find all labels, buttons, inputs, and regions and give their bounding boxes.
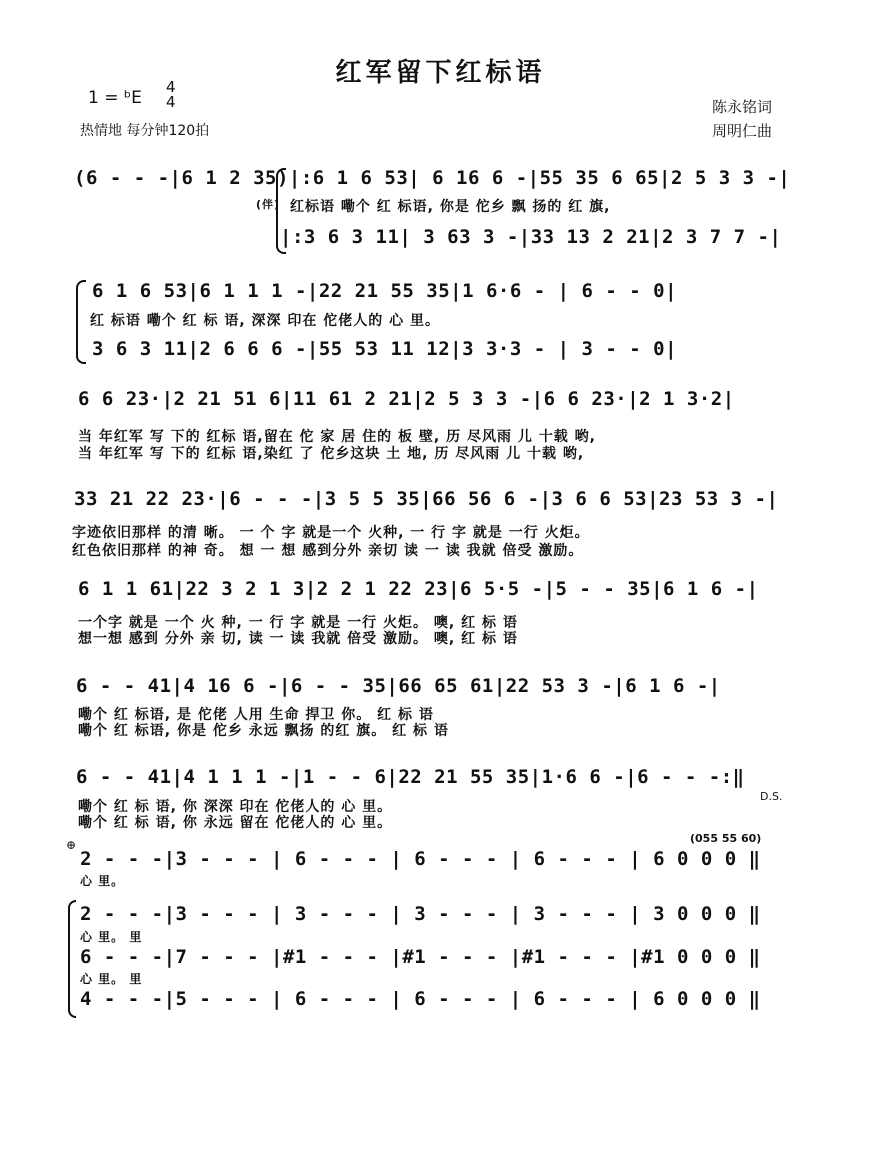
lyrics-line: 红 标语 嘞个 红 标 语, 深深 印在 佗佬人的 心 里。 bbox=[90, 313, 441, 329]
lyrics-line: 当 年红军 写 下的 红标 语,染红 了 佗乡这块 土 地, 历 尽风雨 儿 十载 哟, bbox=[78, 446, 585, 462]
notes-line: 2 - - -|3 - - - | 3 - - - | 3 - - - | 3 - - - | 3 0 0 0 ‖ bbox=[80, 903, 761, 925]
time-signature-top: 4 bbox=[166, 78, 176, 96]
lyrics-line: 红色依旧那样 的神 奇。 想 一 想 感到分外 亲切 读 一 读 我就 倍受 激励。 bbox=[72, 543, 584, 559]
notes-line: 6 - - 41|4 1 1 1 -|1 - - 6|22 21 55 35|1·6 6 -|6 - - -:‖ bbox=[76, 766, 745, 788]
song-title: 红军留下红标语 bbox=[335, 58, 546, 88]
lyrics-line: 字迹依旧那样 的清 晰。 一 个 字 就是一个 火种, 一 行 字 就是 一行 火炬。 bbox=[72, 525, 590, 541]
notes-line: 33 21 22 23·|6 - - -|3 5 5 35|66 56 6 -|3 6 6 53|23 53 3 -| bbox=[74, 488, 779, 510]
time-signature-bottom: 4 bbox=[166, 93, 176, 111]
notes-line: 3 6 3 11|2 6 6 6 -|55 53 11 12|3 3·3 - | 3 - - 0| bbox=[92, 338, 678, 360]
lyrics-line: 嘞个 红 标语, 你是 佗乡 永远 飘扬 的红 旗。 红 标 语 bbox=[78, 723, 449, 739]
notes-line: (6 - - -|6 1 2 35)|:6 1 6 53| 6 16 6 -|55 35 6 65|2 5 3 3 -| bbox=[74, 167, 791, 189]
lyrics-line: 嘞个 红 标 语, 你 深深 印在 佗佬人的 心 里。 bbox=[78, 799, 393, 815]
lyrics-line: 想一想 感到 分外 亲 切, 读 一 读 我就 倍受 激励。 噢, 红 标 语 bbox=[78, 631, 518, 647]
lyrics-line: 心 里。 bbox=[80, 874, 125, 888]
lyrics-line: 心 里。 里 bbox=[80, 930, 143, 944]
staff-brace bbox=[76, 280, 86, 364]
coda-accompaniment-figure: (055 55 60) bbox=[690, 832, 762, 845]
lyricist: 陈永铭词 bbox=[712, 98, 773, 116]
notes-line: 6 - - 41|4 16 6 -|6 - - 35|66 65 61|22 53 3 -|6 1 6 -| bbox=[76, 675, 721, 697]
dal-segno-mark: D.S. bbox=[760, 790, 783, 803]
key-signature: 1 = ᵇE bbox=[88, 88, 142, 108]
lyrics-line: 心 里。 里 bbox=[80, 972, 143, 986]
choir-brace bbox=[68, 900, 76, 1018]
staff-brace bbox=[276, 168, 286, 254]
lyrics-line: 当 年红军 写 下的 红标 语,留在 佗 家 居 住的 板 壁, 历 尽风雨 儿 十载 哟, bbox=[78, 429, 596, 445]
coda-icon: ⊕ bbox=[66, 838, 77, 852]
composer: 周明仁曲 bbox=[712, 122, 773, 140]
notes-line: 4 - - -|5 - - - | 6 - - - | 6 - - - | 6 - - - | 6 0 0 0 ‖ bbox=[80, 988, 761, 1010]
lyrics-line: 嘞个 红 标 语, 你 永远 留在 佗佬人的 心 里。 bbox=[78, 815, 393, 831]
lyrics-line: 一个字 就是 一个 火 种, 一 行 字 就是 一行 火炬。 噢, 红 标 语 bbox=[78, 615, 518, 631]
tempo-marking: 热情地 每分钟120拍 bbox=[80, 123, 210, 139]
notes-line: 6 6 23·|2 21 51 6|11 61 2 21|2 5 3 3 -|6 6 23·|2 1 3·2| bbox=[78, 388, 735, 410]
accompaniment-label: (伴) bbox=[256, 198, 281, 211]
notes-line: 6 1 6 53|6 1 1 1 -|22 21 55 35|1 6·6 - | 6 - - 0| bbox=[92, 280, 678, 302]
notes-line: 6 - - -|7 - - - |#1 - - - |#1 - - - |#1 - - - |#1 0 0 0 ‖ bbox=[80, 946, 761, 968]
lyrics-line: 红标语 嘞个 红 标语, 你是 佗乡 飘 扬的 红 旗, bbox=[290, 199, 611, 215]
notes-line: 2 - - -|3 - - - | 6 - - - | 6 - - - | 6 - - - | 6 0 0 0 ‖ bbox=[80, 848, 761, 870]
time-signature bbox=[166, 80, 176, 110]
notes-line: |:3 6 3 11| 3 63 3 -|33 13 2 21|2 3 7 7 -| bbox=[280, 226, 782, 248]
notes-line: 6 1 1 61|22 3 2 1 3|2 2 1 22 23|6 5·5 -|5 - - 35|6 1 6 -| bbox=[78, 578, 759, 600]
lyrics-line: 嘞个 红 标语, 是 佗佬 人用 生命 捍卫 你。 红 标 语 bbox=[78, 707, 434, 723]
